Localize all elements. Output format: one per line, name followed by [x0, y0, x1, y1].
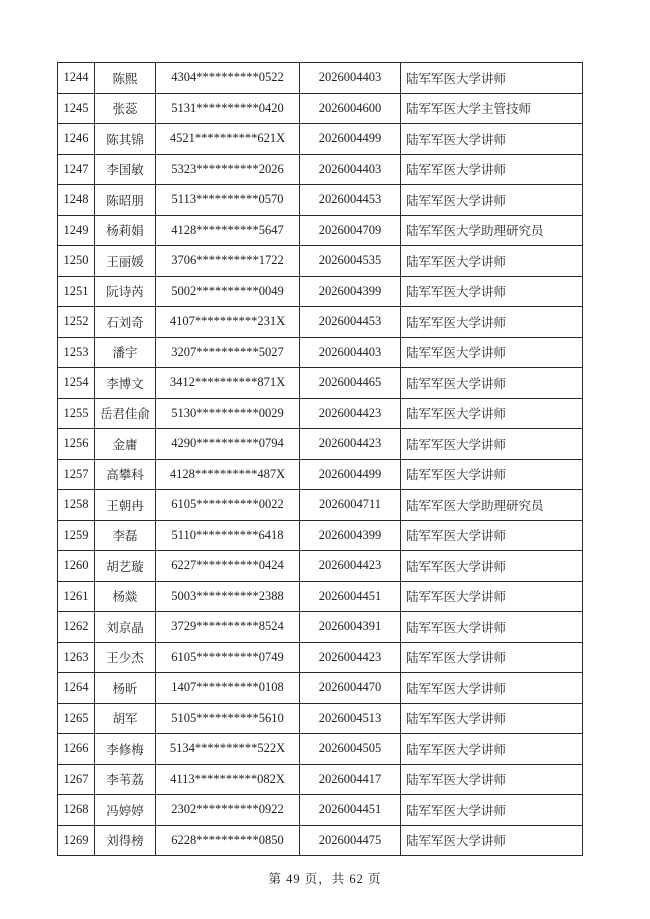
cell-exam-code: 2026004399	[300, 520, 401, 551]
cell-title: 陆军军医大学讲师	[401, 612, 583, 643]
cell-index: 1268	[58, 795, 95, 826]
cell-exam-code: 2026004423	[300, 398, 401, 429]
table-row	[58, 703, 583, 734]
cell-title: 陆军军医大学讲师	[401, 734, 583, 765]
cell-id-number: 4521**********621X	[156, 124, 300, 155]
cell-id-number: 2302**********0922	[156, 795, 300, 826]
cell-title: 陆军军医大学讲师	[401, 520, 583, 551]
cell-index: 1249	[58, 215, 95, 246]
table-row	[58, 429, 583, 460]
roster-table	[57, 62, 583, 856]
cell-exam-code: 2026004399	[300, 276, 401, 307]
cell-index: 1257	[58, 459, 95, 490]
cell-title: 陆军军医大学讲师	[401, 764, 583, 795]
cell-index: 1267	[58, 764, 95, 795]
cell-name: 冯婷婷	[95, 795, 156, 826]
cell-index: 1265	[58, 703, 95, 734]
cell-title: 陆军军医大学讲师	[401, 795, 583, 826]
cell-id-number: 5105**********5610	[156, 703, 300, 734]
cell-id-number: 4304**********0522	[156, 63, 300, 94]
cell-exam-code: 2026004505	[300, 734, 401, 765]
cell-id-number: 6228**********0850	[156, 825, 300, 856]
cell-index: 1262	[58, 612, 95, 643]
cell-id-number: 6105**********0022	[156, 490, 300, 521]
cell-index: 1253	[58, 337, 95, 368]
cell-index: 1264	[58, 673, 95, 704]
cell-title: 陆军军医大学讲师	[401, 185, 583, 216]
cell-name: 潘宇	[95, 337, 156, 368]
cell-index: 1256	[58, 429, 95, 460]
cell-id-number: 4113**********082X	[156, 764, 300, 795]
cell-exam-code: 2026004513	[300, 703, 401, 734]
cell-title: 陆军军医大学讲师	[401, 63, 583, 94]
cell-index: 1259	[58, 520, 95, 551]
cell-id-number: 3412**********871X	[156, 368, 300, 399]
cell-name: 陈熙	[95, 63, 156, 94]
cell-name: 李苇荔	[95, 764, 156, 795]
cell-id-number: 5323**********2026	[156, 154, 300, 185]
cell-index: 1261	[58, 581, 95, 612]
cell-index: 1255	[58, 398, 95, 429]
cell-exam-code: 2026004600	[300, 93, 401, 124]
cell-index: 1269	[58, 825, 95, 856]
table-row	[58, 764, 583, 795]
cell-title: 陆军军医大学讲师	[401, 307, 583, 338]
cell-title: 陆军军医大学助理研究员	[401, 490, 583, 521]
cell-exam-code: 2026004453	[300, 307, 401, 338]
cell-name: 李博文	[95, 368, 156, 399]
table-row	[58, 490, 583, 521]
cell-exam-code: 2026004403	[300, 337, 401, 368]
cell-name: 杨莉娟	[95, 215, 156, 246]
cell-index: 1263	[58, 642, 95, 673]
table-row	[58, 520, 583, 551]
cell-index: 1258	[58, 490, 95, 521]
table-row	[58, 398, 583, 429]
cell-title: 陆军军医大学讲师	[401, 551, 583, 582]
cell-title: 陆军军医大学讲师	[401, 154, 583, 185]
cell-title: 陆军军医大学讲师	[401, 581, 583, 612]
cell-id-number: 4290**********0794	[156, 429, 300, 460]
cell-id-number: 5002**********0049	[156, 276, 300, 307]
cell-id-number: 3706**********1722	[156, 246, 300, 277]
cell-name: 高攀科	[95, 459, 156, 490]
table-row	[58, 307, 583, 338]
cell-index: 1251	[58, 276, 95, 307]
table-row	[58, 93, 583, 124]
cell-name: 刘得榜	[95, 825, 156, 856]
cell-id-number: 4128**********487X	[156, 459, 300, 490]
cell-name: 刘京晶	[95, 612, 156, 643]
cell-title: 陆军军医大学讲师	[401, 673, 583, 704]
cell-id-number: 6227**********0424	[156, 551, 300, 582]
cell-title: 陆军军医大学讲师	[401, 124, 583, 155]
cell-exam-code: 2026004451	[300, 795, 401, 826]
cell-exam-code: 2026004499	[300, 124, 401, 155]
cell-index: 1254	[58, 368, 95, 399]
cell-name: 杨昕	[95, 673, 156, 704]
cell-title: 陆军军医大学主管技师	[401, 93, 583, 124]
table-row	[58, 642, 583, 673]
cell-title: 陆军军医大学讲师	[401, 246, 583, 277]
cell-name: 李磊	[95, 520, 156, 551]
cell-id-number: 3729**********8524	[156, 612, 300, 643]
table-row	[58, 337, 583, 368]
cell-title: 陆军军医大学讲师	[401, 368, 583, 399]
cell-exam-code: 2026004535	[300, 246, 401, 277]
cell-index: 1244	[58, 63, 95, 94]
cell-title: 陆军军医大学助理研究员	[401, 215, 583, 246]
table-row	[58, 185, 583, 216]
cell-title: 陆军军医大学讲师	[401, 825, 583, 856]
table-row	[58, 673, 583, 704]
cell-exam-code: 2026004499	[300, 459, 401, 490]
cell-name: 李国敏	[95, 154, 156, 185]
cell-name: 张蕊	[95, 93, 156, 124]
cell-id-number: 5113**********0570	[156, 185, 300, 216]
table-row	[58, 734, 583, 765]
cell-name: 王朝冉	[95, 490, 156, 521]
table-row	[58, 368, 583, 399]
cell-exam-code: 2026004475	[300, 825, 401, 856]
cell-exam-code: 2026004453	[300, 185, 401, 216]
cell-exam-code: 2026004423	[300, 429, 401, 460]
cell-exam-code: 2026004403	[300, 63, 401, 94]
cell-name: 王丽媛	[95, 246, 156, 277]
table-row	[58, 825, 583, 856]
cell-exam-code: 2026004391	[300, 612, 401, 643]
cell-name: 胡军	[95, 703, 156, 734]
cell-index: 1260	[58, 551, 95, 582]
cell-exam-code: 2026004709	[300, 215, 401, 246]
cell-title: 陆军军医大学讲师	[401, 337, 583, 368]
cell-exam-code: 2026004470	[300, 673, 401, 704]
cell-title: 陆军军医大学讲师	[401, 429, 583, 460]
cell-index: 1252	[58, 307, 95, 338]
cell-id-number: 5131**********0420	[156, 93, 300, 124]
cell-name: 王少杰	[95, 642, 156, 673]
table-row	[58, 581, 583, 612]
cell-exam-code: 2026004417	[300, 764, 401, 795]
cell-index: 1247	[58, 154, 95, 185]
cell-id-number: 1407**********0108	[156, 673, 300, 704]
table-row	[58, 215, 583, 246]
cell-id-number: 5134**********522X	[156, 734, 300, 765]
cell-exam-code: 2026004711	[300, 490, 401, 521]
cell-id-number: 3207**********5027	[156, 337, 300, 368]
table-row	[58, 795, 583, 826]
roster-body	[58, 63, 583, 856]
cell-index: 1246	[58, 124, 95, 155]
cell-title: 陆军军医大学讲师	[401, 459, 583, 490]
table-row	[58, 551, 583, 582]
cell-name: 李修梅	[95, 734, 156, 765]
cell-id-number: 4107**********231X	[156, 307, 300, 338]
cell-exam-code: 2026004451	[300, 581, 401, 612]
cell-index: 1250	[58, 246, 95, 277]
cell-name: 杨燚	[95, 581, 156, 612]
cell-id-number: 5130**********0029	[156, 398, 300, 429]
table-row	[58, 63, 583, 94]
cell-exam-code: 2026004423	[300, 551, 401, 582]
cell-name: 石刘奇	[95, 307, 156, 338]
cell-name: 陈昭朋	[95, 185, 156, 216]
cell-name: 金庸	[95, 429, 156, 460]
cell-title: 陆军军医大学讲师	[401, 398, 583, 429]
cell-name: 陈其锦	[95, 124, 156, 155]
cell-id-number: 5110**********6418	[156, 520, 300, 551]
table-row	[58, 246, 583, 277]
cell-index: 1266	[58, 734, 95, 765]
cell-index: 1245	[58, 93, 95, 124]
cell-name: 阮诗芮	[95, 276, 156, 307]
table-row	[58, 612, 583, 643]
cell-title: 陆军军医大学讲师	[401, 703, 583, 734]
page-number-footer: 第 49 页，共 62 页	[268, 872, 382, 886]
cell-index: 1248	[58, 185, 95, 216]
table-row	[58, 276, 583, 307]
cell-exam-code: 2026004465	[300, 368, 401, 399]
cell-exam-code: 2026004423	[300, 642, 401, 673]
table-row	[58, 124, 583, 155]
table-row	[58, 154, 583, 185]
cell-name: 胡艺璇	[95, 551, 156, 582]
cell-id-number: 5003**********2388	[156, 581, 300, 612]
table-row	[58, 459, 583, 490]
cell-exam-code: 2026004403	[300, 154, 401, 185]
cell-id-number: 4128**********5647	[156, 215, 300, 246]
cell-name: 岳君佳俞	[95, 398, 156, 429]
cell-id-number: 6105**********0749	[156, 642, 300, 673]
cell-title: 陆军军医大学讲师	[401, 276, 583, 307]
cell-title: 陆军军医大学讲师	[401, 642, 583, 673]
